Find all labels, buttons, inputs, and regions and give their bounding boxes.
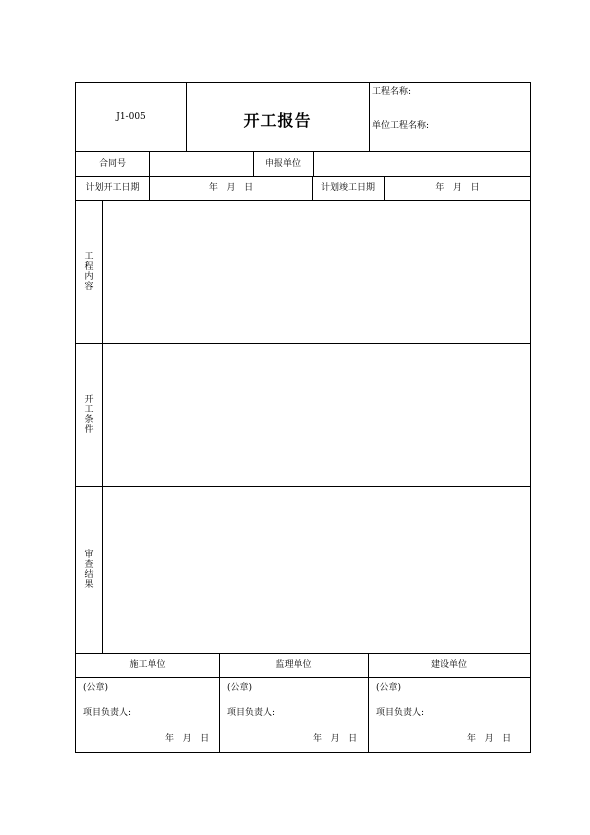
supervision-manager[interactable]: 项目负责人: bbox=[227, 708, 276, 718]
start-conditions-field[interactable] bbox=[103, 344, 530, 486]
form-title: 开工报告 bbox=[243, 111, 312, 130]
contract-no-label: 合同号 bbox=[98, 159, 126, 169]
unit-project-name-label: 单位工程名称: bbox=[372, 121, 430, 131]
construction-unit-label: 施工单位 bbox=[129, 660, 166, 670]
owner-date[interactable]: 年 月 日 bbox=[467, 734, 512, 744]
supervision-seal: (公章) bbox=[227, 683, 253, 693]
project-name-label: 工程名称: bbox=[372, 87, 412, 97]
owner-seal: (公章) bbox=[376, 683, 402, 693]
row-divider bbox=[76, 176, 530, 177]
planned-start-date[interactable]: 年 月 日 bbox=[208, 183, 254, 193]
planned-finish-label: 计划竣工日期 bbox=[320, 183, 375, 193]
review-result-field[interactable] bbox=[103, 487, 530, 653]
section-label-work-content: 工程内容 bbox=[84, 252, 94, 292]
supervision-unit-label: 监理单位 bbox=[275, 660, 312, 670]
planned-start-label: 计划开工日期 bbox=[85, 183, 140, 193]
contract-no-field[interactable] bbox=[150, 152, 253, 176]
form-code: J1-005 bbox=[116, 112, 146, 122]
row-divider bbox=[76, 653, 530, 654]
section-label-review-result: 审查结果 bbox=[84, 550, 94, 590]
planned-finish-date[interactable]: 年 月 日 bbox=[435, 183, 480, 193]
applicant-unit-field[interactable] bbox=[314, 152, 530, 176]
section-label-start-conditions: 开工条件 bbox=[84, 395, 94, 435]
owner-unit-label: 建设单位 bbox=[430, 660, 467, 670]
construction-seal: (公章) bbox=[83, 683, 109, 693]
applicant-unit-label: 申报单位 bbox=[264, 159, 301, 169]
owner-manager[interactable]: 项目负责人: bbox=[376, 708, 425, 718]
start-report-form bbox=[75, 82, 531, 753]
row-divider bbox=[76, 677, 530, 678]
work-content-field[interactable] bbox=[103, 201, 530, 343]
supervision-date[interactable]: 年 月 日 bbox=[313, 734, 358, 744]
construction-manager[interactable]: 项目负责人: bbox=[83, 708, 132, 718]
col-divider bbox=[369, 83, 370, 151]
construction-date[interactable]: 年 月 日 bbox=[165, 734, 210, 744]
